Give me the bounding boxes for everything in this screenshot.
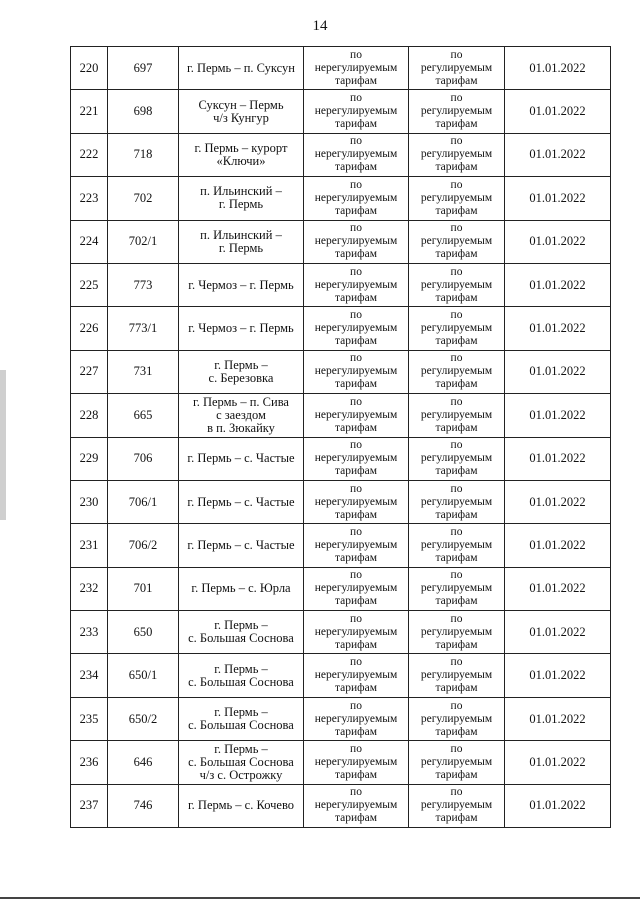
route-number-cell: 718 xyxy=(108,133,179,176)
tariff-regulated-cell-line: тарифам xyxy=(435,421,478,434)
route-name-cell xyxy=(179,90,304,133)
tariff-unregulated-cell-line: по xyxy=(350,786,362,799)
route-name-cell-line: г. Пермь – с. Частые xyxy=(187,451,295,466)
tariff-unregulated-cell-line: по xyxy=(350,352,362,365)
tariff-unregulated-cell-line: по xyxy=(350,265,362,278)
tariff-unregulated-cell-line: по xyxy=(350,395,362,408)
tariff-regulated-cell xyxy=(409,90,505,133)
route-number-cell: 650/1 xyxy=(108,654,179,697)
route-name-cell-line: в п. Зюкайку xyxy=(207,420,275,435)
tariff-unregulated-cell xyxy=(304,654,409,697)
tariff-regulated-cell-line: по xyxy=(450,352,463,365)
table-row xyxy=(71,437,611,480)
tariff-unregulated-cell-line: тарифам xyxy=(334,465,377,478)
route-number-cell: 702/1 xyxy=(108,220,179,263)
tariff-unregulated-cell-line: нерегулируемым xyxy=(314,799,398,812)
tariff-unregulated-cell-line: тарифам xyxy=(334,248,377,261)
route-name-cell xyxy=(179,307,304,350)
tariff-unregulated-cell xyxy=(304,220,409,263)
date-cell: 01.01.2022 xyxy=(505,133,611,176)
route-name-cell xyxy=(179,220,304,263)
tariff-unregulated-cell-line: тарифам xyxy=(334,204,377,217)
tariff-regulated-cell-line: регулируемым xyxy=(420,712,493,725)
tariff-unregulated-cell-line: по xyxy=(350,525,362,538)
table-row xyxy=(71,480,611,523)
tariff-unregulated-cell-line: по xyxy=(350,92,362,105)
tariff-regulated-cell xyxy=(409,611,505,654)
route-number-cell: 646 xyxy=(108,741,179,784)
route-name-cell xyxy=(179,524,304,567)
tariff-regulated-cell-line: по xyxy=(450,482,463,495)
tariff-regulated-cell xyxy=(409,307,505,350)
route-number-cell: 706/2 xyxy=(108,524,179,567)
tariff-unregulated-cell-line: тарифам xyxy=(334,161,377,174)
row-number-cell: 233 xyxy=(71,611,108,654)
date-cell: 01.01.2022 xyxy=(505,480,611,523)
tariff-regulated-cell-line: регулируемым xyxy=(420,322,493,335)
route-name-cell xyxy=(179,654,304,697)
tariff-unregulated-cell-line: тарифам xyxy=(334,638,377,651)
date-cell: 01.01.2022 xyxy=(505,177,611,220)
route-name-cell xyxy=(179,437,304,480)
tariff-unregulated-cell-line: нерегулируемым xyxy=(314,755,398,768)
tariff-regulated-cell-line: по xyxy=(450,439,463,452)
table-row xyxy=(71,567,611,610)
tariff-unregulated-cell-line: по xyxy=(350,48,362,61)
route-name-cell-line: «Ключи» xyxy=(216,153,266,168)
tariff-regulated-cell-line: по xyxy=(450,178,463,191)
table-row xyxy=(71,350,611,393)
tariff-regulated-cell-line: тарифам xyxy=(435,768,478,781)
date-cell: 01.01.2022 xyxy=(505,611,611,654)
route-number-cell: 731 xyxy=(108,350,179,393)
route-number-cell: 773/1 xyxy=(108,307,179,350)
tariff-regulated-cell-line: по xyxy=(450,525,463,538)
tariff-regulated-cell xyxy=(409,263,505,306)
tariff-unregulated-cell xyxy=(304,741,409,784)
tariff-regulated-cell-line: тарифам xyxy=(435,204,478,217)
table-row xyxy=(71,90,611,133)
route-name-cell xyxy=(179,350,304,393)
tariff-unregulated-cell-line: по xyxy=(350,742,362,755)
tariff-unregulated-cell-line: нерегулируемым xyxy=(314,278,398,291)
tariff-unregulated-cell-line: по xyxy=(350,222,362,235)
route-name-cell xyxy=(179,133,304,176)
row-number-cell: 226 xyxy=(71,307,108,350)
tariff-unregulated-cell-line: по xyxy=(350,656,362,669)
table-row xyxy=(71,654,611,697)
route-name-cell xyxy=(179,480,304,523)
routes-table xyxy=(70,46,611,828)
tariff-unregulated-cell-line: тарифам xyxy=(334,682,377,695)
tariff-regulated-cell xyxy=(409,437,505,480)
tariff-regulated-cell xyxy=(409,524,505,567)
table-row xyxy=(71,784,611,827)
tariff-regulated-cell-line: тарифам xyxy=(435,291,478,304)
route-name-cell-line: с. Березовка xyxy=(208,370,274,385)
tariff-regulated-cell-line: регулируемым xyxy=(420,61,493,74)
tariff-regulated-cell-line: регулируемым xyxy=(420,105,493,118)
tariff-regulated-cell-line: тарифам xyxy=(435,465,478,478)
tariff-regulated-cell-line: по xyxy=(450,569,463,582)
tariff-regulated-cell-line: по xyxy=(450,222,463,235)
route-name-cell-line: г. Пермь – курорт xyxy=(194,140,288,155)
tariff-unregulated-cell-line: тарифам xyxy=(334,421,377,434)
tariff-unregulated-cell-line: нерегулируемым xyxy=(314,538,398,551)
route-name-cell-line: Суксун – Пермь xyxy=(198,97,284,112)
tariff-regulated-cell-line: по xyxy=(450,265,463,278)
table-row xyxy=(71,220,611,263)
date-cell: 01.01.2022 xyxy=(505,437,611,480)
route-name-cell-line: г. Пермь – с. Частые xyxy=(187,537,295,552)
tariff-regulated-cell-line: регулируемым xyxy=(420,408,493,421)
tariff-unregulated-cell-line: нерегулируемым xyxy=(314,61,398,74)
tariff-unregulated-cell-line: нерегулируемым xyxy=(314,365,398,378)
tariff-unregulated-cell-line: нерегулируемым xyxy=(314,322,398,335)
tariff-unregulated-cell-line: тарифам xyxy=(334,551,377,564)
date-cell: 01.01.2022 xyxy=(505,567,611,610)
date-cell: 01.01.2022 xyxy=(505,784,611,827)
table-row xyxy=(71,263,611,306)
tariff-regulated-cell-line: тарифам xyxy=(435,248,478,261)
date-cell: 01.01.2022 xyxy=(505,90,611,133)
date-cell: 01.01.2022 xyxy=(505,220,611,263)
row-number-cell: 225 xyxy=(71,263,108,306)
route-number-cell: 773 xyxy=(108,263,179,306)
route-name-cell-line: п. Ильинский – xyxy=(200,184,282,199)
tariff-regulated-cell-line: тарифам xyxy=(435,118,478,131)
tariff-unregulated-cell-line: по xyxy=(350,439,362,452)
route-name-cell-line: г. Пермь – xyxy=(214,357,268,372)
date-cell: 01.01.2022 xyxy=(505,394,611,437)
date-cell: 01.01.2022 xyxy=(505,741,611,784)
tariff-unregulated-cell xyxy=(304,177,409,220)
route-name-cell xyxy=(179,263,304,306)
tariff-unregulated-cell-line: нерегулируемым xyxy=(314,669,398,682)
route-name-cell-line: ч/з с. Острожку xyxy=(199,767,283,782)
row-number-cell: 223 xyxy=(71,177,108,220)
tariff-regulated-cell-line: тарифам xyxy=(435,161,478,174)
route-name-cell-line: г. Пермь – с. Частые xyxy=(187,494,295,509)
tariff-regulated-cell-line: регулируемым xyxy=(420,148,493,161)
route-name-cell-line: г. Чермоз – г. Пермь xyxy=(188,321,294,336)
routes-table-body xyxy=(71,47,611,828)
tariff-regulated-cell xyxy=(409,133,505,176)
tariff-regulated-cell-line: по xyxy=(450,786,463,799)
tariff-regulated-cell-line: по xyxy=(450,92,463,105)
tariff-unregulated-cell-line: нерегулируемым xyxy=(314,625,398,638)
route-name-cell-line: г. Пермь – xyxy=(214,741,268,756)
scan-bottom-edge xyxy=(0,897,640,899)
row-number-cell: 221 xyxy=(71,90,108,133)
tariff-unregulated-cell xyxy=(304,784,409,827)
tariff-unregulated-cell-line: тарифам xyxy=(334,508,377,521)
tariff-regulated-cell xyxy=(409,654,505,697)
date-cell: 01.01.2022 xyxy=(505,350,611,393)
tariff-unregulated-cell-line: по xyxy=(350,178,362,191)
tariff-unregulated-cell xyxy=(304,90,409,133)
route-name-cell-line: с заездом xyxy=(216,407,266,422)
tariff-regulated-cell-line: регулируемым xyxy=(420,452,493,465)
route-name-cell-line: г. Пермь – п. Суксун xyxy=(186,60,295,75)
tariff-unregulated-cell xyxy=(304,697,409,740)
tariff-regulated-cell-line: регулируемым xyxy=(420,538,493,551)
tariff-regulated-cell xyxy=(409,567,505,610)
table-row xyxy=(71,741,611,784)
date-cell: 01.01.2022 xyxy=(505,654,611,697)
tariff-regulated-cell-line: тарифам xyxy=(435,551,478,564)
route-number-cell: 697 xyxy=(108,47,179,90)
tariff-unregulated-cell-line: тарифам xyxy=(334,595,377,608)
tariff-regulated-cell-line: регулируемым xyxy=(420,278,493,291)
page-number: 14 xyxy=(312,18,328,34)
tariff-regulated-cell-line: тарифам xyxy=(435,812,478,825)
tariff-unregulated-cell-line: нерегулируемым xyxy=(314,148,398,161)
route-number-cell: 706/1 xyxy=(108,480,179,523)
route-name-cell xyxy=(179,47,304,90)
table-row xyxy=(71,524,611,567)
route-name-cell-line: с. Большая Соснова xyxy=(188,674,294,689)
table-row xyxy=(71,697,611,740)
tariff-regulated-cell-line: тарифам xyxy=(435,335,478,348)
route-name-cell-line: г. Пермь – xyxy=(214,705,268,720)
route-name-cell-line: г. Пермь – xyxy=(214,618,268,633)
tariff-regulated-cell-line: по xyxy=(450,309,463,322)
tariff-regulated-cell-line: регулируемым xyxy=(420,799,493,812)
tariff-unregulated-cell-line: по xyxy=(350,482,362,495)
route-name-cell xyxy=(179,741,304,784)
tariff-unregulated-cell-line: тарифам xyxy=(334,118,377,131)
tariff-unregulated-cell-line: по xyxy=(350,699,362,712)
route-number-cell: 701 xyxy=(108,567,179,610)
tariff-regulated-cell-line: тарифам xyxy=(435,638,478,651)
route-name-cell-line: г. Чермоз – г. Пермь xyxy=(188,277,294,292)
tariff-regulated-cell xyxy=(409,394,505,437)
table-row xyxy=(71,47,611,90)
route-number-cell: 746 xyxy=(108,784,179,827)
row-number-cell: 236 xyxy=(71,741,108,784)
tariff-regulated-cell-line: регулируемым xyxy=(420,235,493,248)
tariff-regulated-cell-line: по xyxy=(450,48,463,61)
tariff-regulated-cell-line: тарифам xyxy=(435,508,478,521)
tariff-unregulated-cell-line: тарифам xyxy=(334,378,377,391)
tariff-regulated-cell xyxy=(409,47,505,90)
route-number-cell: 706 xyxy=(108,437,179,480)
table-row xyxy=(71,307,611,350)
tariff-regulated-cell-line: регулируемым xyxy=(420,755,493,768)
tariff-regulated-cell-line: регулируемым xyxy=(420,191,493,204)
date-cell: 01.01.2022 xyxy=(505,47,611,90)
tariff-unregulated-cell-line: нерегулируемым xyxy=(314,495,398,508)
tariff-regulated-cell-line: регулируемым xyxy=(420,669,493,682)
date-cell: 01.01.2022 xyxy=(505,263,611,306)
row-number-cell: 229 xyxy=(71,437,108,480)
route-name-cell-line: г. Пермь – с. Юрла xyxy=(191,581,291,596)
date-cell: 01.01.2022 xyxy=(505,307,611,350)
tariff-regulated-cell-line: по xyxy=(450,612,463,625)
tariff-regulated-cell-line: регулируемым xyxy=(420,365,493,378)
row-number-cell: 228 xyxy=(71,394,108,437)
row-number-cell: 220 xyxy=(71,47,108,90)
tariff-unregulated-cell-line: нерегулируемым xyxy=(314,408,398,421)
tariff-unregulated-cell-line: тарифам xyxy=(334,74,377,87)
route-name-cell xyxy=(179,784,304,827)
route-name-cell-line: г. Пермь – xyxy=(214,661,268,676)
route-number-cell: 650 xyxy=(108,611,179,654)
row-number-cell: 227 xyxy=(71,350,108,393)
tariff-unregulated-cell xyxy=(304,437,409,480)
table-row xyxy=(71,177,611,220)
route-name-cell-line: г. Пермь xyxy=(218,197,264,212)
route-number-cell: 698 xyxy=(108,90,179,133)
tariff-unregulated-cell-line: по xyxy=(350,612,362,625)
tariff-unregulated-cell-line: нерегулируемым xyxy=(314,105,398,118)
tariff-regulated-cell-line: регулируемым xyxy=(420,625,493,638)
tariff-regulated-cell xyxy=(409,741,505,784)
tariff-regulated-cell-line: по xyxy=(450,395,463,408)
row-number-cell: 231 xyxy=(71,524,108,567)
table-row xyxy=(71,394,611,437)
route-name-cell xyxy=(179,611,304,654)
tariff-unregulated-cell xyxy=(304,611,409,654)
tariff-regulated-cell-line: тарифам xyxy=(435,74,478,87)
tariff-unregulated-cell xyxy=(304,567,409,610)
tariff-regulated-cell xyxy=(409,220,505,263)
route-name-cell-line: г. Пермь – п. Сива xyxy=(193,394,289,409)
route-name-cell-line: г. Пермь xyxy=(218,240,264,255)
row-number-cell: 232 xyxy=(71,567,108,610)
tariff-regulated-cell-line: по xyxy=(450,135,463,148)
route-name-cell xyxy=(179,394,304,437)
table-row xyxy=(71,133,611,176)
tariff-unregulated-cell xyxy=(304,480,409,523)
tariff-unregulated-cell xyxy=(304,133,409,176)
tariff-unregulated-cell-line: по xyxy=(350,569,362,582)
tariff-regulated-cell xyxy=(409,177,505,220)
date-cell: 01.01.2022 xyxy=(505,697,611,740)
tariff-regulated-cell-line: тарифам xyxy=(435,725,478,738)
row-number-cell: 230 xyxy=(71,480,108,523)
tariff-regulated-cell-line: по xyxy=(450,742,463,755)
tariff-unregulated-cell-line: тарифам xyxy=(334,768,377,781)
tariff-unregulated-cell-line: нерегулируемым xyxy=(314,582,398,595)
tariff-regulated-cell-line: тарифам xyxy=(435,378,478,391)
row-number-cell: 237 xyxy=(71,784,108,827)
tariff-unregulated-cell-line: по xyxy=(350,135,362,148)
tariff-regulated-cell xyxy=(409,480,505,523)
tariff-unregulated-cell xyxy=(304,394,409,437)
tariff-unregulated-cell xyxy=(304,524,409,567)
tariff-unregulated-cell-line: тарифам xyxy=(334,291,377,304)
tariff-unregulated-cell-line: тарифам xyxy=(334,812,377,825)
tariff-unregulated-cell xyxy=(304,350,409,393)
route-name-cell-line: г. Пермь – с. Кочево xyxy=(187,798,295,813)
scan-edge-shadow xyxy=(0,370,6,520)
route-name-cell-line: с. Большая Соснова xyxy=(188,754,294,769)
tariff-unregulated-cell-line: нерегулируемым xyxy=(314,452,398,465)
route-name-cell-line: с. Большая Соснова xyxy=(188,631,294,646)
route-name-cell xyxy=(179,567,304,610)
tariff-regulated-cell-line: регулируемым xyxy=(420,582,493,595)
tariff-regulated-cell-line: тарифам xyxy=(435,682,478,695)
route-number-cell: 702 xyxy=(108,177,179,220)
route-number-cell: 650/2 xyxy=(108,697,179,740)
tariff-unregulated-cell xyxy=(304,307,409,350)
row-number-cell: 224 xyxy=(71,220,108,263)
tariff-unregulated-cell-line: нерегулируемым xyxy=(314,712,398,725)
tariff-unregulated-cell xyxy=(304,47,409,90)
tariff-regulated-cell-line: по xyxy=(450,656,463,669)
row-number-cell: 235 xyxy=(71,697,108,740)
tariff-unregulated-cell-line: нерегулируемым xyxy=(314,191,398,204)
table-row xyxy=(71,611,611,654)
route-name-cell xyxy=(179,697,304,740)
tariff-unregulated-cell-line: тарифам xyxy=(334,335,377,348)
tariff-regulated-cell xyxy=(409,784,505,827)
row-number-cell: 222 xyxy=(71,133,108,176)
tariff-regulated-cell xyxy=(409,697,505,740)
route-name-cell-line: п. Ильинский – xyxy=(200,227,282,242)
tariff-unregulated-cell xyxy=(304,263,409,306)
route-name-cell xyxy=(179,177,304,220)
tariff-regulated-cell-line: регулируемым xyxy=(420,495,493,508)
tariff-unregulated-cell-line: нерегулируемым xyxy=(314,235,398,248)
date-cell: 01.01.2022 xyxy=(505,524,611,567)
route-name-cell-line: ч/з Кунгур xyxy=(213,110,269,125)
tariff-regulated-cell xyxy=(409,350,505,393)
row-number-cell: 234 xyxy=(71,654,108,697)
tariff-unregulated-cell-line: по xyxy=(350,309,362,322)
tariff-unregulated-cell-line: тарифам xyxy=(334,725,377,738)
route-number-cell: 665 xyxy=(108,394,179,437)
route-name-cell-line: с. Большая Соснова xyxy=(188,718,294,733)
tariff-regulated-cell-line: по xyxy=(450,699,463,712)
tariff-regulated-cell-line: тарифам xyxy=(435,595,478,608)
